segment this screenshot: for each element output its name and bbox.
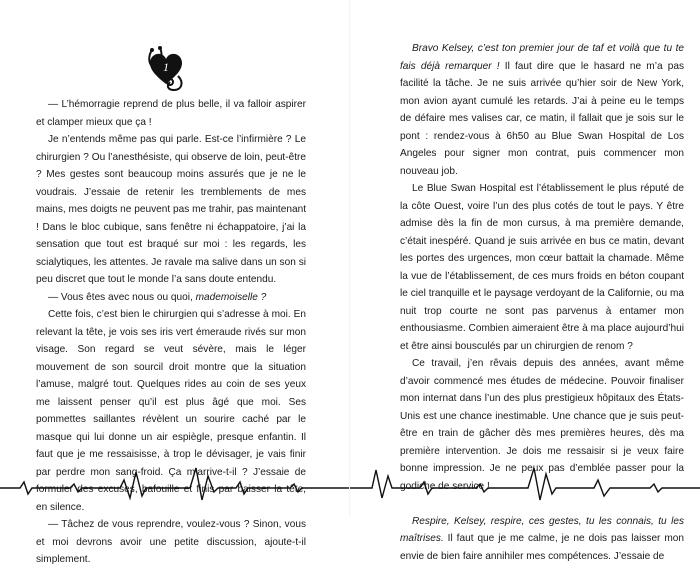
paragraph-italic-text: Respire, Kelsey, respire, ces gestes, tu les connais, tu les maîtrises. bbox=[400, 515, 684, 544]
heartbeat-line-decoration bbox=[350, 462, 700, 502]
paragraph bbox=[36, 289, 306, 307]
paragraph: Le Blue Swan Hospital est l’établissement le plus réputé de la côte Ouest, voire l’un des plus cotés de tout le pays. Y être admise dès la fin de mon cursus, à ma première demande, c’était inespéré. Quand je suis arrivée en bus ce matin, devant les portes des urgences, mon cœur battait la chamade. Même la vue de l’établissement, de ces murs froids en béton coupant le ciel tranquille et le paysage verdoyant de la Californie, ou ma nuit trop courte ne sont pas parvenus à entamer mon enthousiasme. Combien aimeraient être à ma place aujourd’hui et être ainsi bousculés par un chirurgien de renom ? bbox=[400, 183, 684, 352]
paragraph-italic-text: mademoiselle ? bbox=[195, 291, 267, 303]
left-page bbox=[0, 0, 350, 565]
paragraph-text: Il faut que je me calme, je ne dois pas laisser mon envie de bien faire annihiler mes compétences. J’essaie de bbox=[400, 533, 684, 562]
heart-stethoscope-icon bbox=[138, 40, 194, 96]
paragraph-italic-text: Bravo Kelsey, c’est ton premier jour de taf et voilà que tu te fais déjà remarquer ! bbox=[400, 43, 684, 72]
paragraph: Je n’entends même pas qui parle. Est-ce l’infirmière ? Le chirurgien ? Ou l’anesthésiste, qui observe de loin, peut-être ? Mes gestes sont beaucoup moins assurés que je ne le voudrais. J’essaie de retenir les tremblements de mes mains, mes doigts ne peuvent pas me trahir, pas maintenant ! Dans le bloc cubique, sans fenêtre ni échappatoire, j’ai la sensation que tout est braqué sur moi : les regards, les scialytiques, les attentes. Je ravale ma salive dans un son si peu discret que tout le monde l’a sans doute entendu. bbox=[36, 134, 306, 285]
paragraph bbox=[400, 513, 684, 566]
right-page bbox=[350, 0, 700, 562]
chapter-number: 1 bbox=[163, 60, 169, 74]
paragraph: — Tâchez de vous reprendre, voulez-vous ? Sinon, vous et moi devrons avoir une petite discussion, ajoute-t-il simplement. bbox=[36, 519, 306, 565]
paragraph bbox=[400, 40, 684, 180]
paragraph-text: — Vous êtes avec nous ou quoi, bbox=[48, 291, 196, 303]
paragraph: — L’hémorragie reprend de plus belle, il va falloir aspirer et clamper mieux que ça ! bbox=[36, 99, 306, 128]
paragraph: Ce travail, j’en rêvais depuis des années, avant même d’avoir commencé mes études de médecine. Pouvoir finaliser mon internat dans l’un des plus prestigieux hôpitaux des États-Unis est une chance inestimable. Une chance que je suis peut-être en train de gâcher dès mes premières heures, dès ma première intervention. Je dois me ressaisir si je veux faire bonne impression. Je ne peux pas d’emblée passer pour la godiche de service ! bbox=[400, 358, 684, 492]
paragraph-text: Il faut dire que le hasard ne m’a pas facilité la tâche. Je ne suis arrivée qu’hier soir de New York, mon avion ayant cumulé les retards. J’ai à peine eu le temps de défaire mes valises car, ce matin, il fallait que je sois sur le pont : rendez-vous à 6h50 au Blue Swan Hospital de Los Angeles pour signer mon contrat, puis commencer mon nouveau job. bbox=[400, 60, 684, 177]
paragraph: Cette fois, c’est bien le chirurgien qui s’adresse à moi. En relevant la tête, je vois ses iris vert émeraude rivés sur mon visage. Son regard se veut sévère, mais le léger mouvement de son sourcil droit montre que la situation l’amuse, malgré tout. Quelques rides au coin de ses yeux me laissent penser qu’il est plus âgé que moi. Ses pommettes saillantes révèlent un sourire caché par le masque qui lui donne un air espiègle, presque enfantin. Il faut que je me ressaisisse, à trop le dévisager, je vais finir par perdre mon sang-froid. Ça m’arrive-t-il ? J’essaie de formuler des excuses, bafouille et finis par baisser la tête, en silence. bbox=[36, 309, 306, 513]
heartbeat-line-decoration bbox=[0, 462, 350, 502]
